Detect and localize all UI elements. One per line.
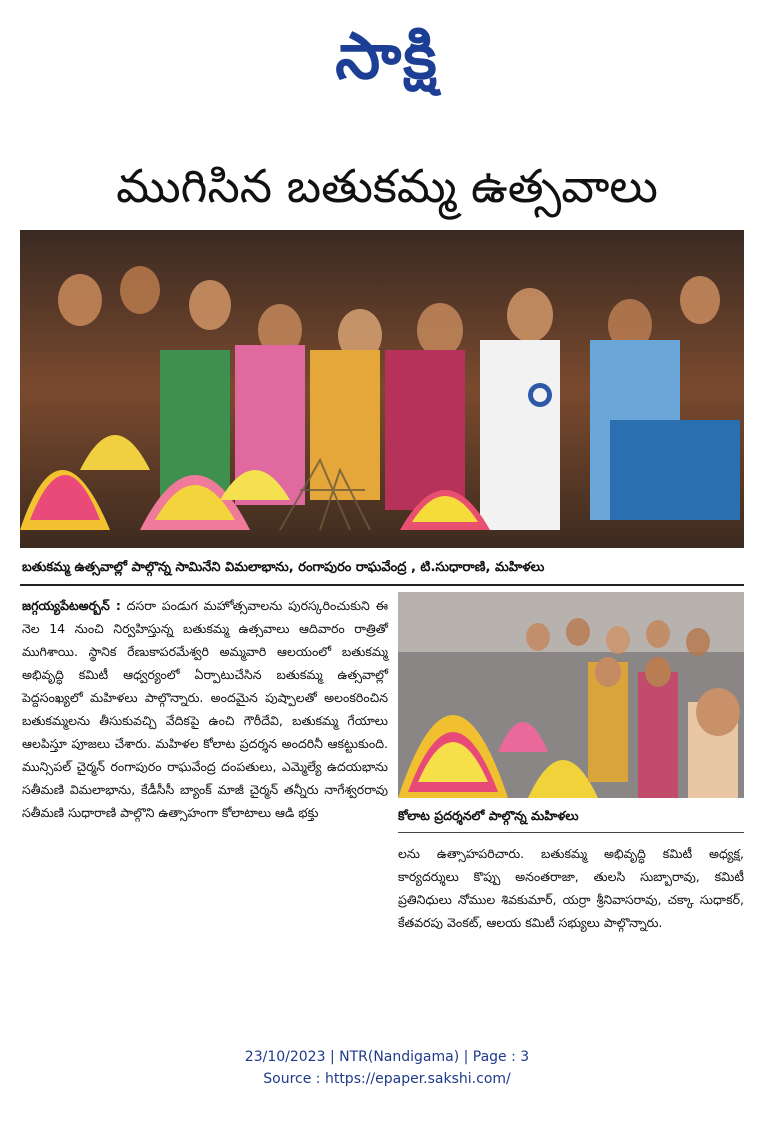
- footer-edition-info: 23/10/2023 | NTR(Nandigama) | Page : 3: [244, 1049, 530, 1065]
- divider-side: [398, 832, 744, 833]
- page-footer: [0, 1046, 774, 1100]
- kolatam-photo-caption: కోలాట ప్రదర్శనలో పాల్గొన్న మహిళలు: [398, 808, 579, 823]
- divider: [20, 584, 744, 586]
- body-text-left: దసరా పండుగ మహోత్సవాలను పురస్కరించుకుని ఈ నెల 14 నుంచి నిర్వహిస్తున్న బతుకమ్మ ఉత్సవాలు ఆదివారం రాత్రితో ముగిశాయి. స్థానిక రేణుకాపరమేశ్వరి అమ్మవారి ఆలయంలో బతుకమ్మ అభివృద్ధి కమిటీ ఆధ్వర్యంలో ఏర్పాటుచేసిన బతుకమ్మ ఉత్సవాల్లో పెద్దసంఖ్యలో మహిళలు పాల్గొన్నారు. అందమైన పుష్పాలతో అలంకరించిన బతుకమ్మలను తీసుకువచ్చి వేదికపై ఉంచి గౌరీదేవి, బతుకమ్మ గేయాలు ఆలపిస్తూ పూజలు చేశారు. మహిళల కోలాట ప్రదర్శన అందరినీ ఆకట్టుకుంది. మున్సిపల్ చైర్మన్ రంగాపురం రాఘవేంద్ర దంపతులు, ఎమ్మెల్యే ఉదయభాను సతీమణి విమలాభాను, కేడీసీసీ బ్యాంక్ మాజీ చైర్మన్ తన్నీరు నాగేశ్వరరావు సతీమణి సుధారాణి పాల్గొని ఉత్సాహంగా కోలాటాలు ఆడి భక్తు: [22, 598, 389, 820]
- newspaper-masthead: సాక్షి: [335, 20, 439, 94]
- dateline: జగ్గయ్యపేటఅర్బన్ :: [22, 598, 121, 613]
- main-photo: [20, 230, 744, 548]
- article-headline: ముగిసిన బతుకమ్మ ఉత్సవాలు: [116, 159, 658, 213]
- article-body-left: [22, 594, 388, 1034]
- main-photo-caption: బతుకమ్మ ఉత్సవాల్లో పాల్గొన్న సామినేని విమలాభాను, రంగాపురం రాఘవేంద్ర , టి.సుధారాణి, మహిళలు: [22, 560, 545, 575]
- kolatam-photo: [398, 592, 744, 798]
- article-body-right: లను ఉత్సాహపరిచారు. బతుకమ్మ అభివృద్ధి కమిటీ అధ్యక్ష, కార్యదర్శులు కొప్పు అనంతరాజా, తులసి సుబ్బారావు, కమిటీ ప్రతినిధులు నోముల శివకుమార్, యర్రా శ్రీనివాసరావు, చక్కా సుధాకర్, కేతవరపు వెంకట్, ఆలయ కమిటీ సభ్యులు పాల్గొన్నారు.: [398, 846, 744, 930]
- footer-source: Source : https://epaper.sakshi.com/: [263, 1071, 511, 1087]
